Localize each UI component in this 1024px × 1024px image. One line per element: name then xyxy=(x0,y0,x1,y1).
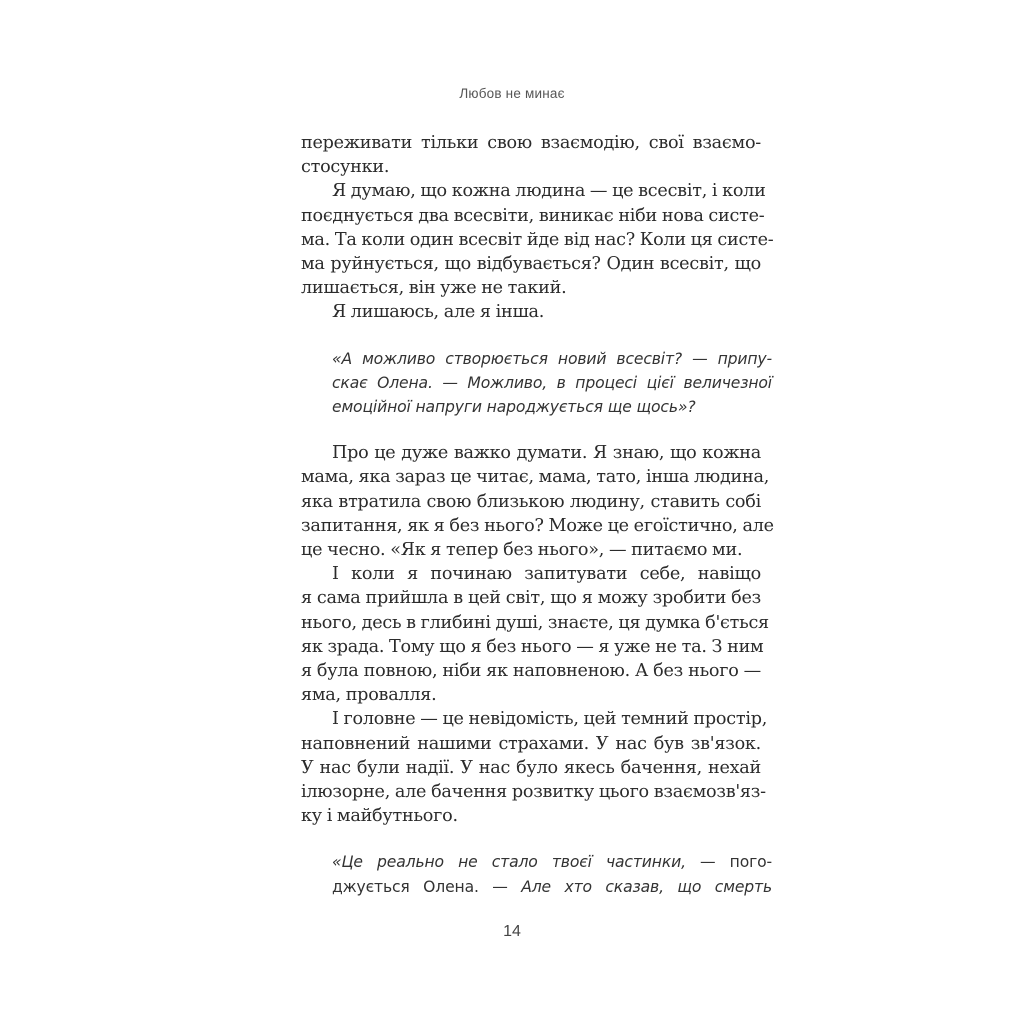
paragraph-4 xyxy=(301,441,774,562)
quote-speech: «Це реально не стало твоєї частинки, xyxy=(332,853,686,872)
text-line: яма, провалля. xyxy=(301,685,437,706)
text-line: стосунки. xyxy=(301,157,390,178)
text-line: Я думаю, що кожна людина — це всесвіт, і коли xyxy=(332,181,766,202)
text-line: ма руйнується, що відбувається? Один всесвіт, що xyxy=(301,254,761,275)
text-line: я сама прийшла в цей світ, що я можу зробити без xyxy=(301,588,761,609)
text-line: запитання, як я без нього? Може це егоїстично, але xyxy=(301,515,774,536)
text-line: наповнений нашими страхами. У нас був зв'язок. xyxy=(301,733,761,754)
text-line: І коли я починаю запитувати себе, навіщо xyxy=(332,564,761,585)
text-line: поєднується два всесвіти, виникає ніби нова систе- xyxy=(301,205,765,226)
quote-line: емоційної напруги народжується ще щось»? xyxy=(332,398,696,417)
quote-attribution: — пого- xyxy=(685,853,772,872)
page-number: 14 xyxy=(503,923,521,940)
quote-attribution: джується Олена. — xyxy=(332,877,522,896)
quote-block-2 xyxy=(332,850,772,898)
text-line: Про це дуже важко думати. Я знаю, що кожна xyxy=(332,443,761,464)
text-line: нього, десь в глибині душі, знаєте, ця думка б'ється xyxy=(301,612,769,633)
text-line: І головне — це невідомість, цей темний простір, xyxy=(332,709,768,730)
quote-block-1 xyxy=(332,347,772,420)
text-line: як зрада. Тому що я без нього — я уже не та. З ним xyxy=(301,636,764,657)
text-line: яка втратила свою близькою людину, ставить собі xyxy=(301,491,761,512)
paragraph-5 xyxy=(301,562,769,707)
running-head: Любов не минає xyxy=(459,86,565,101)
paragraph-6 xyxy=(301,707,768,828)
quote-line: «А можливо створюється новий всесвіт? — припу- xyxy=(332,349,772,368)
paragraph-1 xyxy=(301,131,761,179)
page-body xyxy=(301,131,774,921)
text-line: я була повною, ніби як наповненою. А без нього — xyxy=(301,661,761,682)
text-line: ма. Та коли один всесвіт йде від нас? Коли ця систе- xyxy=(301,229,774,250)
quote-line xyxy=(332,850,772,874)
text-line: ілюзорне, але бачення розвитку цього взаємозв'яз- xyxy=(301,782,766,803)
text-line: переживати тільки свою взаємодію, свої взаємо- xyxy=(301,133,761,153)
quote-speech: Але хто сказав, що смерть xyxy=(521,877,772,896)
text-line: У нас були надії. У нас було якесь бачення, нехай xyxy=(301,757,761,778)
text-line: Я лишаюсь, але я інша. xyxy=(332,302,545,323)
text-line: це чесно. «Як я тепер без нього», — питаємо ми. xyxy=(301,540,743,561)
paragraph-2 xyxy=(301,179,774,300)
paragraph-3 xyxy=(301,300,761,324)
text-line: лишається, він уже не такий. xyxy=(301,278,567,299)
quote-line xyxy=(332,875,772,899)
quote-line: скає Олена. — Можливо, в процесі цієї величезної xyxy=(332,373,772,392)
text-line: ку і майбутнього. xyxy=(301,806,458,827)
text-line: мама, яка зараз це читає, мама, тато, інша людина, xyxy=(301,467,770,488)
